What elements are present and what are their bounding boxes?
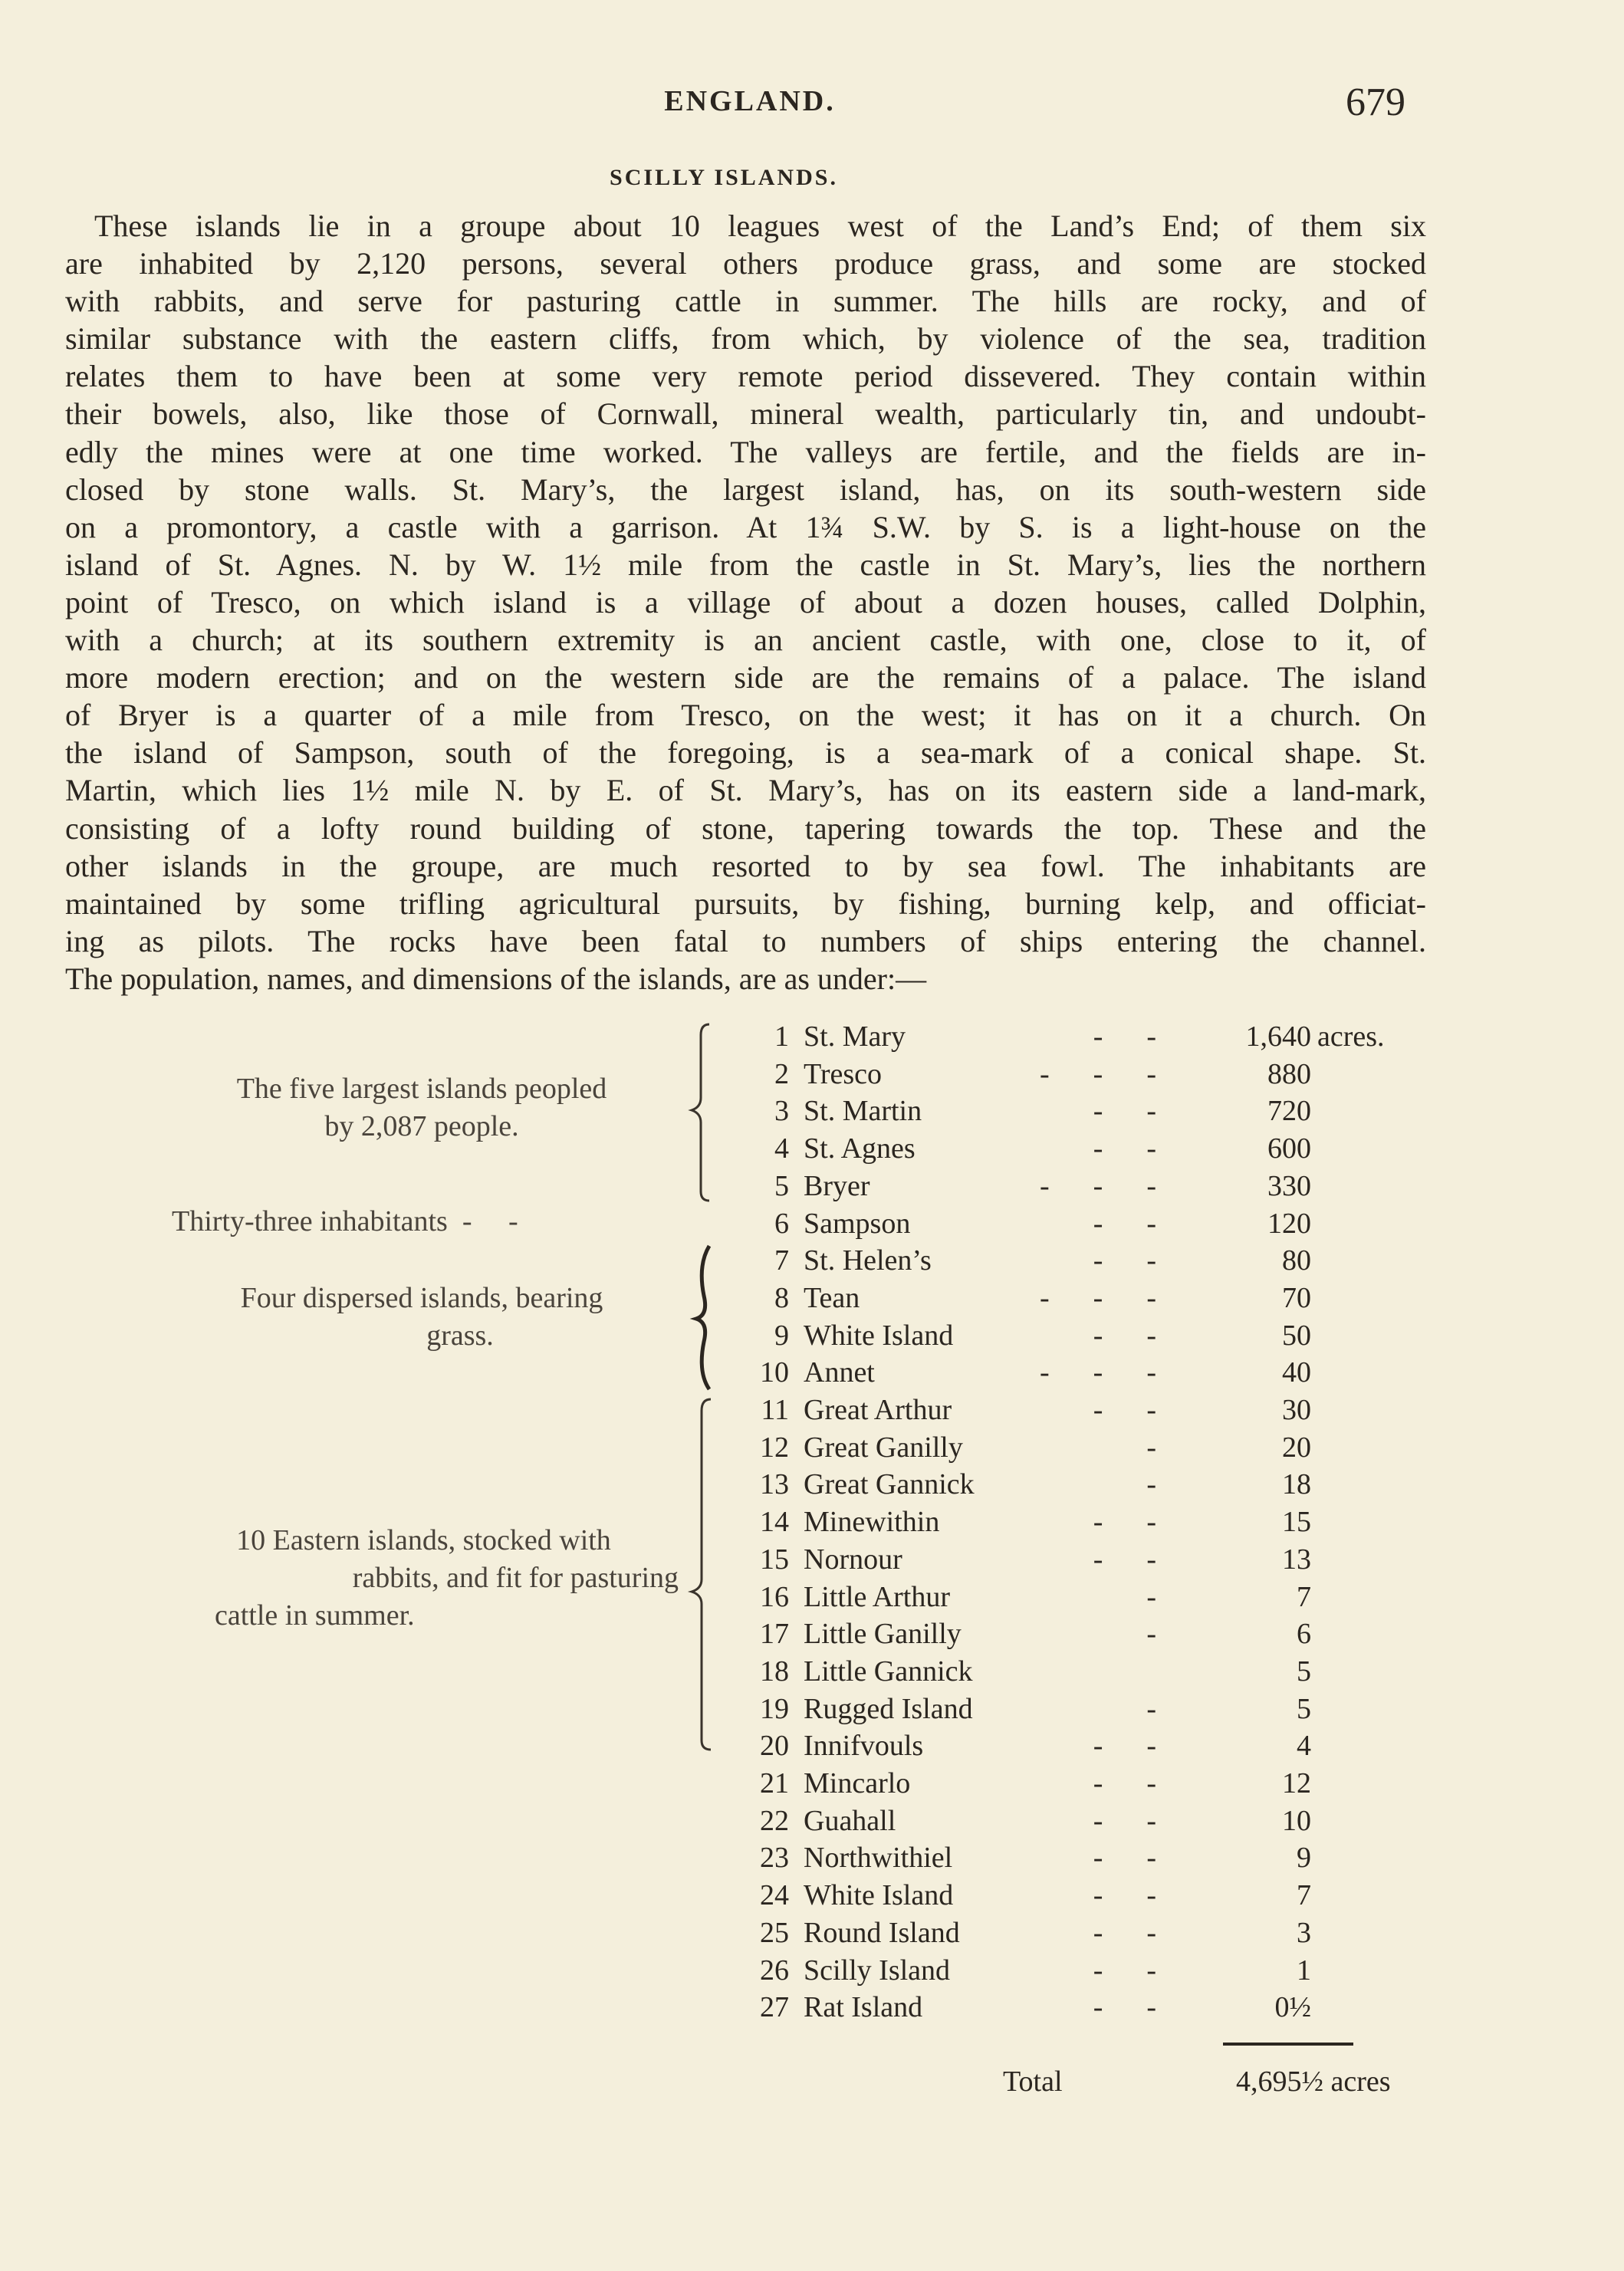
dot-leaders: - -	[1093, 1132, 1156, 1165]
dot-leaders: - -	[1093, 1244, 1156, 1277]
island-number: 26	[760, 1954, 789, 1987]
dot-leaders: - - -	[1040, 1281, 1156, 1314]
island-number: 10	[760, 1356, 789, 1389]
island-acreage: 70	[1282, 1281, 1311, 1314]
island-row	[0, 1877, 1624, 1914]
island-row	[0, 1653, 1624, 1690]
paragraph-line: These islands lie in a groupe about 10 leagues west of the Land’s End; of them six	[94, 209, 1426, 243]
paragraph-line: their bowels, also, like those of Cornwall, mineral wealth, particularly tin, and undoubt-	[65, 396, 1426, 432]
island-acreage: 6	[1297, 1618, 1311, 1651]
island-row	[0, 1280, 1624, 1316]
island-acreage: 0½	[1274, 1991, 1311, 2024]
island-acreage: 1	[1297, 1954, 1311, 1987]
label-line: grass.	[426, 1320, 494, 1352]
island-row	[0, 1205, 1624, 1242]
dot-leaders: - -	[1093, 1842, 1156, 1875]
island-name: Annet	[804, 1356, 875, 1389]
island-name: Great Gannick	[804, 1468, 975, 1501]
island-row	[0, 1168, 1624, 1205]
island-name: Great Arthur	[804, 1394, 952, 1426]
island-row	[0, 1317, 1624, 1354]
label-line: rabbits, and fit for pasturing	[352, 1562, 679, 1594]
dot-leaders: - - -	[1040, 1356, 1156, 1389]
body-paragraph	[65, 207, 1426, 997]
island-row	[0, 1727, 1624, 1764]
paragraph-line: ing as pilots. The rocks have been fatal to numbers of ships entering the channel.	[65, 923, 1426, 958]
paragraph-line: with rabbits, and serve for pasturing cattle in summer. The hills are rocky, and of	[65, 284, 1426, 319]
label-line: Four dispersed islands, bearing	[240, 1282, 603, 1314]
island-name: White Island	[804, 1319, 954, 1352]
island-name: Little Ganilly	[804, 1618, 962, 1651]
island-row	[0, 1839, 1624, 1876]
page-number: 679	[1346, 81, 1405, 124]
label-line: The five largest islands peopled	[236, 1073, 607, 1105]
island-number: 25	[760, 1916, 789, 1949]
paragraph-line: Martin, which lies 1½ mile N. by E. of St. Mary’s, has on its eastern side a land-mark,	[65, 773, 1426, 808]
island-name: Bryer	[804, 1169, 870, 1202]
island-name: St. Helen’s	[804, 1244, 932, 1277]
island-acreage: 720	[1267, 1095, 1311, 1128]
island-number: 19	[760, 1692, 789, 1725]
paragraph-line: on a promontory, a castle with a garrison. At 1¾ S.W. by S. is a light-house on the	[65, 509, 1426, 544]
island-acreage: 880	[1267, 1057, 1311, 1090]
dot-leaders: -	[1146, 1431, 1156, 1464]
island-number: 8	[774, 1281, 789, 1314]
paragraph-line: similar substance with the eastern cliffs, from which, by violence of the sea, tradition	[65, 321, 1426, 357]
island-number: 17	[760, 1618, 789, 1651]
dot-leaders: - -	[1093, 1730, 1156, 1763]
island-name: Tean	[804, 1281, 860, 1314]
island-acreage: 7	[1297, 1879, 1311, 1912]
island-number: 2	[774, 1057, 789, 1090]
island-number: 14	[760, 1506, 789, 1539]
island-acreage: 120	[1267, 1207, 1311, 1240]
island-number: 13	[760, 1468, 789, 1501]
island-name: Tresco	[804, 1057, 883, 1090]
island-acreage: 40	[1282, 1356, 1311, 1389]
island-name: Minewithin	[804, 1506, 940, 1539]
dot-leaders: - -	[1093, 1506, 1156, 1539]
island-number: 6	[774, 1207, 789, 1240]
island-acreage: 15	[1282, 1506, 1311, 1539]
dot-leaders: - -	[1093, 1804, 1156, 1837]
island-name: Little Arthur	[804, 1580, 951, 1613]
island-number: 16	[760, 1580, 789, 1613]
island-acreage: 5	[1297, 1692, 1311, 1725]
island-row	[0, 1130, 1624, 1167]
dot-leaders: - -	[1093, 1319, 1156, 1352]
island-row	[0, 1018, 1624, 1055]
island-row	[0, 1615, 1624, 1652]
acreage-unit: acres.	[1317, 1020, 1385, 1053]
dot-leaders: - -	[1093, 1543, 1156, 1576]
running-head: ENGLAND.	[664, 85, 836, 117]
total-rule	[1223, 2043, 1353, 2046]
island-number: 21	[760, 1767, 789, 1799]
island-row	[0, 1466, 1624, 1503]
paragraph-line: edly the mines were at one time worked. The valleys are fertile, and the fields are in-	[65, 434, 1426, 469]
island-name: Scilly Island	[804, 1954, 951, 1987]
total-label: Total	[1003, 2066, 1063, 2098]
island-row	[0, 1952, 1624, 1989]
dot-leaders: - -	[1093, 1394, 1156, 1426]
island-row	[0, 1765, 1624, 1802]
island-acreage: 18	[1282, 1468, 1311, 1501]
island-row	[0, 1429, 1624, 1466]
dot-leaders: - -	[1093, 1020, 1156, 1053]
island-name: Sampson	[804, 1207, 911, 1240]
paragraph-line: of Bryer is a quarter of a mile from Tresco, on the west; it has on it a church. On	[65, 698, 1426, 733]
label-thirty-three: Thirty-three inhabitants - -	[172, 1205, 518, 1237]
paragraph-line: the island of Sampson, south of the foregoing, is a sea-mark of a conical shape. St.	[65, 735, 1426, 771]
dot-leaders: - -	[1093, 1879, 1156, 1912]
paragraph-line: with a church; at its southern extremity is an ancient castle, with one, close to it, of	[65, 623, 1426, 658]
island-number: 7	[774, 1244, 789, 1277]
island-acreage: 7	[1297, 1580, 1311, 1613]
island-name: Great Ganilly	[804, 1431, 963, 1464]
island-name: St. Martin	[804, 1095, 922, 1128]
dot-leaders: - -	[1093, 1916, 1156, 1949]
island-name: Rat Island	[804, 1991, 923, 2024]
section-title: SCILLY ISLANDS.	[610, 165, 838, 190]
island-number: 4	[774, 1132, 789, 1165]
island-acreage: 20	[1282, 1431, 1311, 1464]
paragraph-line: are inhabited by 2,120 persons, several others produce grass, and some are stocked	[65, 246, 1426, 281]
label-line: by 2,087 people.	[324, 1110, 519, 1142]
island-name: Rugged Island	[804, 1692, 973, 1725]
dot-leaders: -	[1146, 1468, 1156, 1501]
paragraph-line: maintained by some trifling agricultural pursuits, by fishing, burning kelp, and officiat-	[65, 886, 1426, 921]
paragraph-line: point of Tresco, on which island is a village of about a dozen houses, called Dolphin,	[65, 584, 1426, 620]
island-number: 22	[760, 1804, 789, 1837]
paragraph-line: island of St. Agnes. N. by W. 1½ mile from the castle in St. Mary’s, lies the northern	[65, 547, 1426, 582]
island-name: Little Gannick	[804, 1655, 973, 1688]
paragraph-line: relates them to have been at some very remote period dissevered. They contain within	[65, 359, 1426, 394]
dot-leaders: - - -	[1040, 1169, 1156, 1202]
island-acreage: 1,640	[1245, 1020, 1311, 1053]
island-name: White Island	[804, 1879, 954, 1912]
island-acreage: 5	[1297, 1655, 1311, 1688]
island-acreage: 80	[1282, 1244, 1311, 1277]
island-acreage: 9	[1297, 1842, 1311, 1875]
label-line: cattle in summer.	[215, 1599, 415, 1632]
island-row	[0, 1392, 1624, 1428]
island-number: 27	[760, 1991, 789, 2024]
island-acreage: 30	[1282, 1394, 1311, 1426]
dot-leaders: - -	[1093, 1767, 1156, 1799]
island-row	[0, 1989, 1624, 2026]
island-number: 20	[760, 1730, 789, 1763]
island-name: Mincarlo	[804, 1767, 911, 1799]
island-acreage: 600	[1267, 1132, 1311, 1165]
island-number: 18	[760, 1655, 789, 1688]
island-name: St. Agnes	[804, 1132, 916, 1165]
label-line: 10 Eastern islands, stocked with	[236, 1524, 611, 1556]
island-name: Round Island	[804, 1916, 960, 1949]
dot-leaders: -	[1146, 1692, 1156, 1725]
island-acreage: 50	[1282, 1319, 1311, 1352]
island-number: 12	[760, 1431, 789, 1464]
island-row	[0, 1093, 1624, 1129]
dot-leaders: - -	[1093, 1954, 1156, 1987]
island-row	[0, 1803, 1624, 1839]
dot-leaders: -	[1146, 1618, 1156, 1651]
island-number: 9	[774, 1319, 789, 1352]
island-row	[0, 1691, 1624, 1727]
island-number: 15	[760, 1543, 789, 1576]
dot-leaders: - -	[1093, 1095, 1156, 1128]
island-name: St. Mary	[804, 1020, 906, 1053]
island-row	[0, 1914, 1624, 1951]
total-value: 4,695½ acres	[1236, 2066, 1391, 2098]
island-number: 1	[774, 1020, 789, 1053]
island-acreage: 4	[1297, 1730, 1311, 1763]
island-acreage: 3	[1297, 1916, 1311, 1949]
island-row	[0, 1354, 1624, 1391]
island-acreage: 12	[1282, 1767, 1311, 1799]
island-name: Guahall	[804, 1804, 896, 1837]
paragraph-line: The population, names, and dimensions of the islands, are as under:—	[65, 961, 927, 996]
island-acreage: 10	[1282, 1804, 1311, 1837]
paragraph-line: closed by stone walls. St. Mary’s, the largest island, has, on its south-western side	[65, 472, 1426, 507]
island-row	[0, 1242, 1624, 1279]
island-acreage: 330	[1267, 1169, 1311, 1202]
island-name: Northwithiel	[804, 1842, 953, 1875]
island-number: 3	[774, 1095, 789, 1128]
island-row	[0, 1541, 1624, 1578]
island-number: 23	[760, 1842, 789, 1875]
paragraph-line: more modern erection; and on the western side are the remains of a palace. The island	[65, 660, 1426, 695]
paragraph-line: consisting of a lofty round building of stone, tapering towards the top. These and the	[65, 810, 1426, 846]
island-row	[0, 1504, 1624, 1540]
paragraph-line: other islands in the groupe, are much resorted to by sea fowl. The inhabitants are	[65, 848, 1426, 883]
island-row	[0, 1579, 1624, 1615]
island-number: 11	[761, 1394, 789, 1426]
dot-leaders: - -	[1093, 1207, 1156, 1240]
dot-leaders: - -	[1093, 1991, 1156, 2024]
dot-leaders: - - -	[1040, 1057, 1156, 1090]
dot-leaders: -	[1146, 1580, 1156, 1613]
island-number: 5	[774, 1169, 789, 1202]
island-number: 24	[760, 1879, 789, 1912]
island-acreage: 13	[1282, 1543, 1311, 1576]
island-name: Innifvouls	[804, 1730, 924, 1763]
island-name: Nornour	[804, 1543, 902, 1576]
island-row	[0, 1056, 1624, 1093]
